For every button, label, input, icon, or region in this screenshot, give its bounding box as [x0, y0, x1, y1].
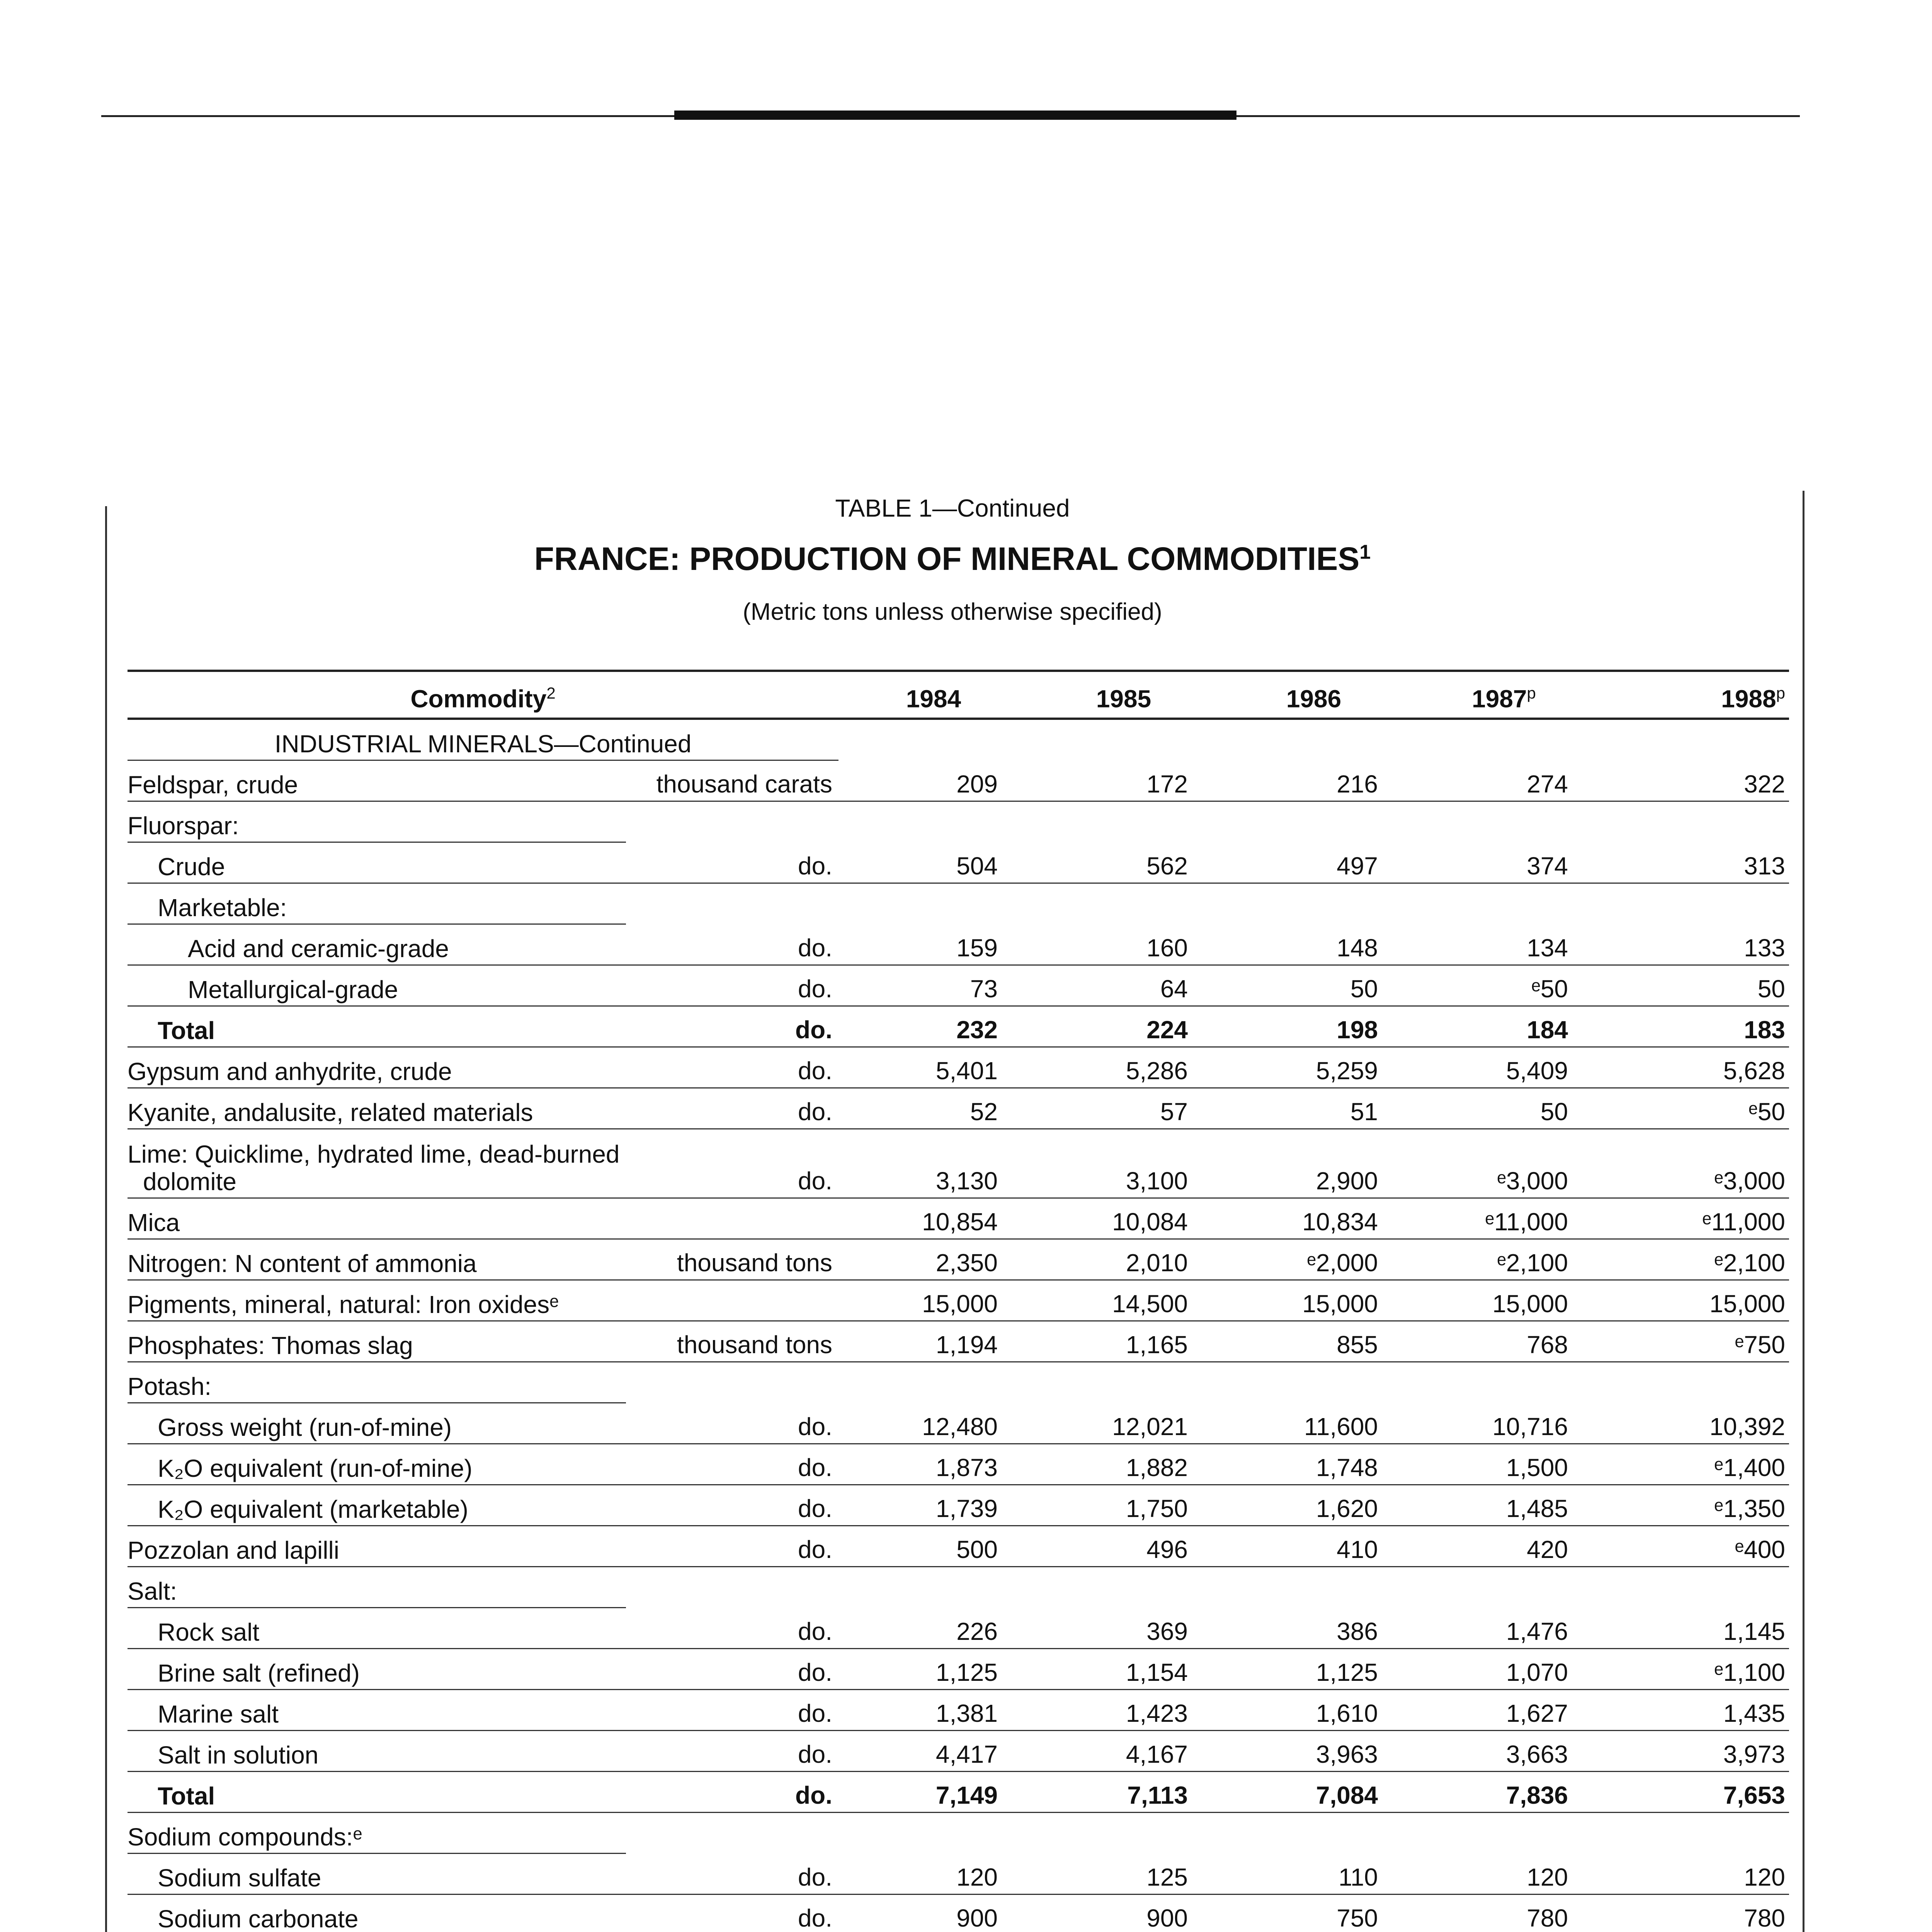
commodity-name: Salt in solution — [128, 1731, 626, 1772]
value-cell-1984 — [838, 801, 1029, 842]
commodity-name: Sodium carbonate — [128, 1895, 626, 1932]
value-cell-1986: 497 — [1219, 842, 1409, 883]
unit-cell: do. — [626, 1485, 838, 1526]
value-cell-1985: 5,286 — [1029, 1047, 1219, 1088]
value-cell-1988 — [1599, 1362, 1789, 1403]
value-cell-1988: ᵉ1,350 — [1599, 1485, 1789, 1526]
value-cell-1985: 4,167 — [1029, 1731, 1219, 1772]
commodity-name: Gypsum and anhydrite, crude — [128, 1047, 626, 1088]
table-label: TABLE 1—Continued — [835, 494, 1070, 522]
table-row — [128, 1567, 1789, 1608]
unit-cell — [626, 1362, 838, 1403]
value-cell-1984: 10,854 — [838, 1198, 1029, 1239]
commodity-name: Pigments, mineral, natural: Iron oxidesᵉ — [128, 1280, 626, 1321]
value-cell-1985 — [1029, 883, 1219, 924]
value-cell-1984: 73 — [838, 965, 1029, 1006]
value-cell-1988: ᵉ400 — [1599, 1526, 1789, 1567]
value-cell-1986: 1,125 — [1219, 1649, 1409, 1690]
unit-cell — [626, 1567, 838, 1608]
value-cell-1987: 1,485 — [1409, 1485, 1599, 1526]
value-cell-1984: 1,381 — [838, 1690, 1029, 1731]
value-cell-1987: 134 — [1409, 924, 1599, 965]
table-row — [128, 924, 1789, 965]
value-cell-1988: 1,435 — [1599, 1690, 1789, 1731]
commodity-name: Feldspar, crude — [128, 760, 626, 801]
value-cell-1988: ᵉ50 — [1599, 1088, 1789, 1129]
value-cell-1984: 3,130 — [838, 1129, 1029, 1198]
value-cell-1987: 1,070 — [1409, 1649, 1599, 1690]
value-cell-1985: 172 — [1029, 760, 1219, 801]
unit-cell: thousand tons — [626, 1321, 838, 1362]
value-cell-1984: 232 — [838, 1006, 1029, 1047]
top-thick-rule — [674, 111, 1236, 120]
value-cell-1985: 1,750 — [1029, 1485, 1219, 1526]
value-cell-1988: 10,392 — [1599, 1403, 1789, 1444]
commodity-name: Salt: — [128, 1567, 626, 1608]
value-cell-1988 — [1599, 1567, 1789, 1608]
value-cell-1987: 374 — [1409, 842, 1599, 883]
table-subtitle: (Metric tons unless otherwise specified) — [743, 599, 1162, 625]
commodity-header: Commodity$^2$ — [128, 671, 838, 719]
unit-cell — [626, 801, 838, 842]
right-margin-line — [1803, 491, 1804, 1932]
commodity-name: Gross weight (run-of-mine) — [128, 1403, 626, 1444]
unit-cell: do. — [626, 1526, 838, 1567]
production-table — [128, 670, 1789, 1932]
value-cell-1984: 900 — [838, 1895, 1029, 1932]
value-cell-1988: ᵉ3,000 — [1599, 1129, 1789, 1198]
table-row — [128, 1088, 1789, 1129]
value-cell-1986 — [1219, 1813, 1409, 1854]
value-cell-1984: 226 — [838, 1608, 1029, 1649]
table-row — [128, 1006, 1789, 1047]
value-cell-1987: 120 — [1409, 1854, 1599, 1895]
value-cell-1986: 7,084 — [1219, 1772, 1409, 1813]
value-cell-1985: 369 — [1029, 1608, 1219, 1649]
table-row — [128, 1813, 1789, 1854]
unit-cell: do. — [626, 1772, 838, 1813]
value-cell-1985: 900 — [1029, 1895, 1219, 1932]
unit-cell: do. — [626, 1690, 838, 1731]
year-header: 1984 — [838, 671, 1029, 719]
commodity-name: Total — [128, 1772, 626, 1813]
value-cell-1988: ᵉ1,100 — [1599, 1649, 1789, 1690]
value-cell-1985: 12,021 — [1029, 1403, 1219, 1444]
value-cell-1987 — [1409, 719, 1599, 760]
commodity-name: K₂O equivalent (marketable) — [128, 1485, 626, 1526]
value-cell-1987: ᵉ50 — [1409, 965, 1599, 1006]
value-cell-1985: 1,165 — [1029, 1321, 1219, 1362]
table-row — [128, 965, 1789, 1006]
value-cell-1984: 12,480 — [838, 1403, 1029, 1444]
value-cell-1986: 10,834 — [1219, 1198, 1409, 1239]
value-cell-1988: ᵉ2,100 — [1599, 1239, 1789, 1280]
table-row — [128, 719, 1789, 760]
value-cell-1986: 50 — [1219, 965, 1409, 1006]
commodity-name: Mica — [128, 1198, 626, 1239]
value-cell-1987: 1,627 — [1409, 1690, 1599, 1731]
header-row — [128, 671, 1789, 719]
value-cell-1988: 15,000 — [1599, 1280, 1789, 1321]
unit-cell: do. — [626, 1006, 838, 1047]
unit-cell: do. — [626, 1129, 838, 1198]
value-cell-1984: 1,194 — [838, 1321, 1029, 1362]
value-cell-1988: 3,973 — [1599, 1731, 1789, 1772]
table-row — [128, 1362, 1789, 1403]
value-cell-1988: 133 — [1599, 924, 1789, 965]
value-cell-1986: 15,000 — [1219, 1280, 1409, 1321]
value-cell-1985 — [1029, 1362, 1219, 1403]
value-cell-1986: 5,259 — [1219, 1047, 1409, 1088]
value-cell-1985: 160 — [1029, 924, 1219, 965]
value-cell-1985: 64 — [1029, 965, 1219, 1006]
value-cell-1988 — [1599, 801, 1789, 842]
unit-cell: do. — [626, 1731, 838, 1772]
value-cell-1986 — [1219, 1567, 1409, 1608]
value-cell-1987: 5,409 — [1409, 1047, 1599, 1088]
table-row — [128, 842, 1789, 883]
value-cell-1985: 1,154 — [1029, 1649, 1219, 1690]
value-cell-1987: 184 — [1409, 1006, 1599, 1047]
value-cell-1986 — [1219, 1362, 1409, 1403]
value-cell-1986: 1,610 — [1219, 1690, 1409, 1731]
table-row — [128, 1608, 1789, 1649]
commodity-name: Phosphates: Thomas slag — [128, 1321, 626, 1362]
unit-cell — [626, 1198, 838, 1239]
value-cell-1987: 15,000 — [1409, 1280, 1599, 1321]
table-row — [128, 1895, 1789, 1932]
unit-cell: do. — [626, 1608, 838, 1649]
value-cell-1985: 1,423 — [1029, 1690, 1219, 1731]
value-cell-1985: 125 — [1029, 1854, 1219, 1895]
table-row — [128, 1649, 1789, 1690]
table-row — [128, 1485, 1789, 1526]
table-row — [128, 1854, 1789, 1895]
value-cell-1984: 5,401 — [838, 1047, 1029, 1088]
value-cell-1985: 7,113 — [1029, 1772, 1219, 1813]
value-cell-1987: 3,663 — [1409, 1731, 1599, 1772]
value-cell-1984 — [838, 1813, 1029, 1854]
value-cell-1987: 768 — [1409, 1321, 1599, 1362]
table-row — [128, 1731, 1789, 1772]
value-cell-1985: 1,882 — [1029, 1444, 1219, 1485]
value-cell-1987 — [1409, 1362, 1599, 1403]
value-cell-1986: 198 — [1219, 1006, 1409, 1047]
value-cell-1985: 14,500 — [1029, 1280, 1219, 1321]
table-row — [128, 1047, 1789, 1088]
value-cell-1986: 2,900 — [1219, 1129, 1409, 1198]
commodity-name: Acid and ceramic-grade — [128, 924, 626, 965]
value-cell-1984 — [838, 719, 1029, 760]
unit-cell — [626, 883, 838, 924]
value-cell-1985 — [1029, 1567, 1219, 1608]
value-cell-1988: 7,653 — [1599, 1772, 1789, 1813]
value-cell-1984: 52 — [838, 1088, 1029, 1129]
commodity-name: INDUSTRIAL MINERALS—Continued — [128, 719, 838, 760]
value-cell-1986: 1,620 — [1219, 1485, 1409, 1526]
table-row — [128, 1772, 1789, 1813]
value-cell-1987: 50 — [1409, 1088, 1599, 1129]
value-cell-1988 — [1599, 719, 1789, 760]
value-cell-1987: 1,500 — [1409, 1444, 1599, 1485]
table-title — [0, 540, 1905, 578]
value-cell-1988: 313 — [1599, 842, 1789, 883]
unit-cell — [626, 1280, 838, 1321]
value-cell-1988: ᵉ750 — [1599, 1321, 1789, 1362]
value-cell-1987: 1,476 — [1409, 1608, 1599, 1649]
unit-cell: do. — [626, 924, 838, 965]
table-body — [128, 719, 1789, 1932]
value-cell-1985 — [1029, 801, 1219, 842]
unit-cell: do. — [626, 1649, 838, 1690]
value-cell-1984: 504 — [838, 842, 1029, 883]
table-row — [128, 1129, 1789, 1198]
value-cell-1986: 386 — [1219, 1608, 1409, 1649]
value-cell-1988: 120 — [1599, 1854, 1789, 1895]
year-header: 1987$^p$ — [1409, 671, 1599, 719]
value-cell-1984: 2,350 — [838, 1239, 1029, 1280]
table-row — [128, 1690, 1789, 1731]
unit-cell: do. — [626, 1895, 838, 1932]
commodity-name: Sodium compounds:ᵉ — [128, 1813, 626, 1854]
left-margin-line — [105, 506, 107, 1932]
value-cell-1985 — [1029, 1813, 1219, 1854]
value-cell-1985: 10,084 — [1029, 1198, 1219, 1239]
value-cell-1986: 750 — [1219, 1895, 1409, 1932]
value-cell-1984: 1,125 — [838, 1649, 1029, 1690]
value-cell-1987 — [1409, 1567, 1599, 1608]
unit-cell: do. — [626, 842, 838, 883]
unit-cell: thousand carats — [626, 760, 838, 801]
value-cell-1987: ᵉ2,100 — [1409, 1239, 1599, 1280]
commodity-name: Marine salt — [128, 1690, 626, 1731]
value-cell-1985: 2,010 — [1029, 1239, 1219, 1280]
value-cell-1986 — [1219, 883, 1409, 924]
value-cell-1986: 410 — [1219, 1526, 1409, 1567]
value-cell-1984: 1,739 — [838, 1485, 1029, 1526]
year-header: 1988$^p$ — [1599, 671, 1789, 719]
value-cell-1987: 10,716 — [1409, 1403, 1599, 1444]
value-cell-1988: 780 — [1599, 1895, 1789, 1932]
value-cell-1985: 562 — [1029, 842, 1219, 883]
table-row — [128, 1239, 1789, 1280]
value-cell-1984: 209 — [838, 760, 1029, 801]
value-cell-1984: 500 — [838, 1526, 1029, 1567]
title-footnote-mark: 1 — [1359, 541, 1371, 563]
table-row — [128, 1403, 1789, 1444]
value-cell-1986 — [1219, 719, 1409, 760]
commodity-name: Metallurgical-grade — [128, 965, 626, 1006]
value-cell-1985: 496 — [1029, 1526, 1219, 1567]
value-cell-1986: 51 — [1219, 1088, 1409, 1129]
table-row — [128, 883, 1789, 924]
value-cell-1986: ᵉ2,000 — [1219, 1239, 1409, 1280]
value-cell-1987: ᵉ11,000 — [1409, 1198, 1599, 1239]
table-row — [128, 760, 1789, 801]
value-cell-1986: 3,963 — [1219, 1731, 1409, 1772]
commodity-name: Rock salt — [128, 1608, 626, 1649]
value-cell-1987: 780 — [1409, 1895, 1599, 1932]
value-cell-1984: 159 — [838, 924, 1029, 965]
value-cell-1986: 110 — [1219, 1854, 1409, 1895]
commodity-name: Total — [128, 1006, 626, 1047]
value-cell-1986: 1,748 — [1219, 1444, 1409, 1485]
commodity-name: Crude — [128, 842, 626, 883]
unit-cell: do. — [626, 965, 838, 1006]
value-cell-1987 — [1409, 1813, 1599, 1854]
value-cell-1988: ᵉ1,400 — [1599, 1444, 1789, 1485]
value-cell-1984 — [838, 1567, 1029, 1608]
value-cell-1988: 183 — [1599, 1006, 1789, 1047]
value-cell-1984: 7,149 — [838, 1772, 1029, 1813]
value-cell-1988: 1,145 — [1599, 1608, 1789, 1649]
commodity-name: Brine salt (refined) — [128, 1649, 626, 1690]
value-cell-1988: 322 — [1599, 760, 1789, 801]
table-row — [128, 1444, 1789, 1485]
value-cell-1986: 855 — [1219, 1321, 1409, 1362]
value-cell-1984: 15,000 — [838, 1280, 1029, 1321]
value-cell-1987: ᵉ3,000 — [1409, 1129, 1599, 1198]
value-cell-1985 — [1029, 719, 1219, 760]
unit-cell: do. — [626, 1047, 838, 1088]
value-cell-1988 — [1599, 883, 1789, 924]
unit-cell: do. — [626, 1403, 838, 1444]
commodity-name: Kyanite, andalusite, related materials — [128, 1088, 626, 1129]
value-cell-1984 — [838, 1362, 1029, 1403]
value-cell-1988 — [1599, 1813, 1789, 1854]
table-title-text: FRANCE: PRODUCTION OF MINERAL COMMODITIES — [534, 541, 1360, 577]
value-cell-1985: 3,100 — [1029, 1129, 1219, 1198]
value-cell-1987: 420 — [1409, 1526, 1599, 1567]
value-cell-1986: 216 — [1219, 760, 1409, 801]
value-cell-1988: 50 — [1599, 965, 1789, 1006]
value-cell-1985: 224 — [1029, 1006, 1219, 1047]
value-cell-1985: 57 — [1029, 1088, 1219, 1129]
value-cell-1986 — [1219, 801, 1409, 842]
year-header: 1985 — [1029, 671, 1219, 719]
commodity-name: K₂O equivalent (run-of-mine) — [128, 1444, 626, 1485]
value-cell-1987 — [1409, 801, 1599, 842]
value-cell-1988: 5,628 — [1599, 1047, 1789, 1088]
unit-cell: do. — [626, 1088, 838, 1129]
commodity-name: Pozzolan and lapilli — [128, 1526, 626, 1567]
commodity-name: Lime: Quicklime, hydrated lime, dead-burned dolomite — [128, 1129, 626, 1198]
commodity-name: Marketable: — [128, 883, 626, 924]
table-row — [128, 1198, 1789, 1239]
commodity-name: Nitrogen: N content of ammonia — [128, 1239, 626, 1280]
unit-cell: thousand tons — [626, 1239, 838, 1280]
value-cell-1986: 148 — [1219, 924, 1409, 965]
unit-cell: do. — [626, 1854, 838, 1895]
table-row — [128, 1280, 1789, 1321]
table-row — [128, 1526, 1789, 1567]
unit-cell: do. — [626, 1444, 838, 1485]
table-row — [128, 1321, 1789, 1362]
value-cell-1984: 120 — [838, 1854, 1029, 1895]
unit-cell — [626, 1813, 838, 1854]
value-cell-1987 — [1409, 883, 1599, 924]
value-cell-1986: 11,600 — [1219, 1403, 1409, 1444]
value-cell-1987: 7,836 — [1409, 1772, 1599, 1813]
year-header: 1986 — [1219, 671, 1409, 719]
commodity-name: Sodium sulfate — [128, 1854, 626, 1895]
value-cell-1988: ᵉ11,000 — [1599, 1198, 1789, 1239]
value-cell-1984: 1,873 — [838, 1444, 1029, 1485]
value-cell-1984 — [838, 883, 1029, 924]
commodity-name: Potash: — [128, 1362, 626, 1403]
table-row — [128, 801, 1789, 842]
value-cell-1987: 274 — [1409, 760, 1599, 801]
commodity-name: Fluorspar: — [128, 801, 626, 842]
value-cell-1984: 4,417 — [838, 1731, 1029, 1772]
